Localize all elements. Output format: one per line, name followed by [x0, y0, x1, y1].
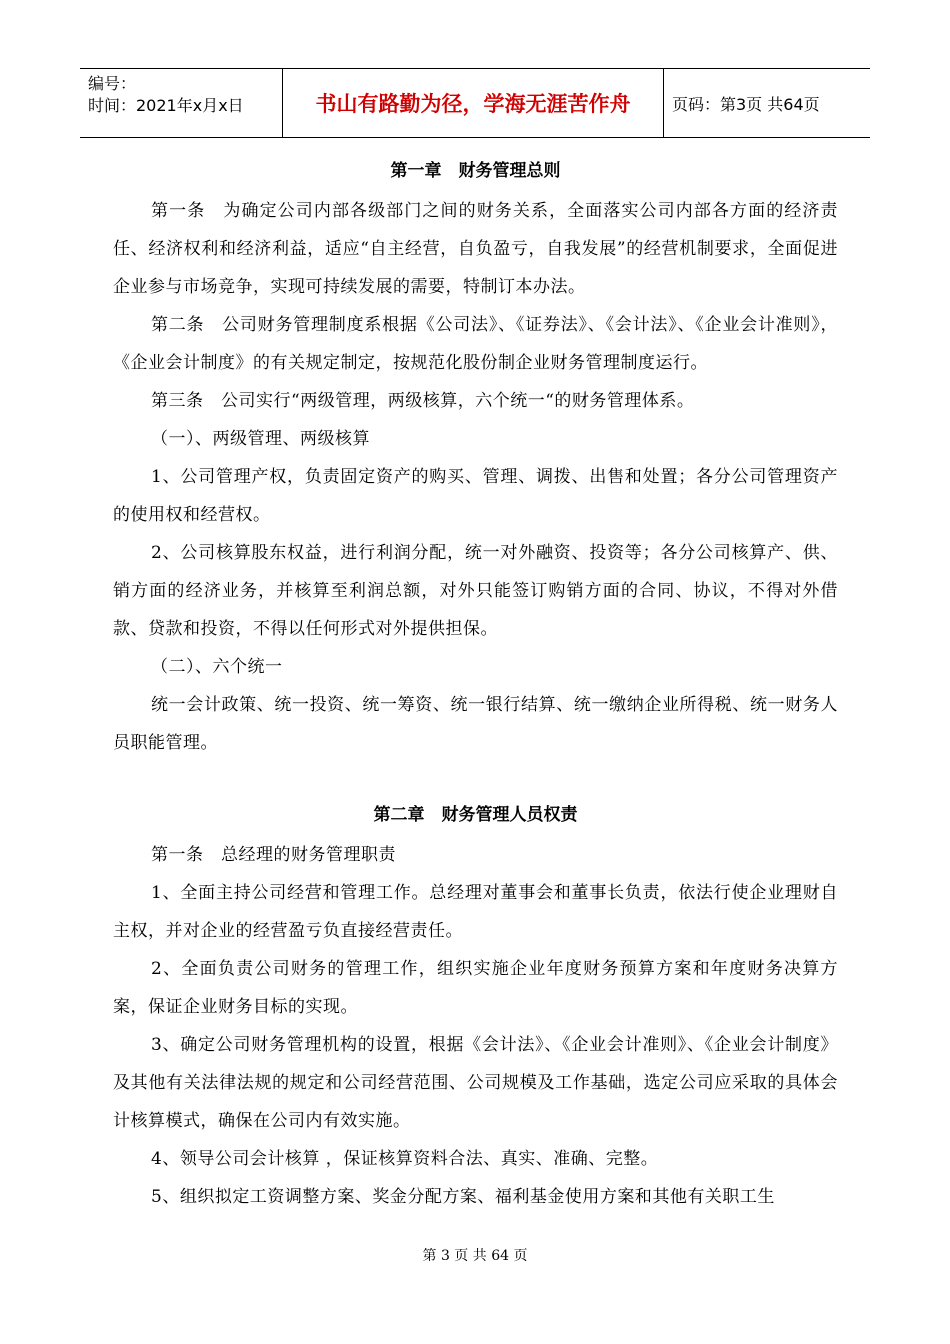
- paragraph: （一）、两级管理、两级核算: [151, 429, 370, 449]
- chapter-2-title: 第二章 财务管理人员权责: [373, 805, 578, 825]
- page-footer: 第 3 页 共 64 页: [422, 1248, 528, 1264]
- document-number-label: 编号：: [88, 74, 137, 93]
- page-header: [80, 68, 870, 138]
- paragraph: 5、组织拟定工资调整方案、奖金分配方案、福利基金使用方案和其他有关职工生: [151, 1187, 775, 1207]
- paragraph: 第一条 总经理的财务管理职责: [151, 845, 396, 865]
- paragraph: 2、公司核算股东权益，进行利润分配，统一对外融资、投资等；各分公司核算产、供、销方面的经济业务，并核算至利润总额，对外只能签订购销方面的合同、协议，不得对外借款、贷款和投资，不得以任何形式对外提供担保。: [113, 543, 838, 639]
- document-body: [113, 150, 838, 1216]
- header-page-info: 页码：第3页 共64页: [672, 94, 820, 114]
- paragraph: 第一条 为确定公司内部各级部门之间的财务关系，全面落实公司内部各方面的经济责任、经济权利和经济利益，适应“自主经营，自负盈亏，自我发展”的经营机制要求，全面促进企业参与市场竞争，实现可持续发展的需要，特制订本办法。: [113, 201, 838, 297]
- paragraph: 1、全面主持公司经营和管理工作。总经理对董事会和董事长负责，依法行使企业理财自主权，并对企业的经营盈亏负直接经营责任。: [113, 883, 838, 941]
- paragraph: 1、公司管理产权，负责固定资产的购买、管理、调拨、出售和处置；各分公司管理资产的使用权和经营权。: [113, 467, 838, 525]
- paragraph: 第二条 公司财务管理制度系根据《公司法》、《证券法》、《会计法》、《企业会计准则》，《企业会计制度》的有关规定制定，按规范化股份制企业财务管理制度运行。: [113, 315, 838, 373]
- paragraph: 第三条 公司实行“两级管理，两级核算，六个统一“的财务管理体系。: [151, 391, 695, 411]
- chapter-spacer: [113, 762, 838, 794]
- paragraph: （二）、六个统一: [151, 657, 283, 677]
- paragraph: 4、领导公司会计核算 ，保证核算资料合法、真实、准确、完整。: [151, 1149, 659, 1169]
- paragraph: 统一会计政策、统一投资、统一筹资、统一银行结算、统一缴纳企业所得税、统一财务人员职能管理。: [113, 695, 838, 753]
- header-motto: 书山有路勤为径，学海无涯苦作舟: [282, 69, 664, 137]
- paragraph: 2、全面负责公司财务的管理工作，组织实施企业年度财务预算方案和年度财务决算方案，保证企业财务目标的实现。: [113, 959, 838, 1017]
- document-date-label: 时间：2021年x月x日: [88, 96, 244, 115]
- paragraph: 3、确定公司财务管理机构的设置，根据《会计法》、《企业会计准则》、《企业会计制度》及其他有关法律法规的规定和公司经营范围、公司规模及工作基础，选定公司应采取的具体会计核算模式，确保在公司内有效实施。: [113, 1035, 838, 1131]
- chapter-1-title: 第一章 财务管理总则: [390, 161, 561, 181]
- header-left-cell: [80, 69, 282, 137]
